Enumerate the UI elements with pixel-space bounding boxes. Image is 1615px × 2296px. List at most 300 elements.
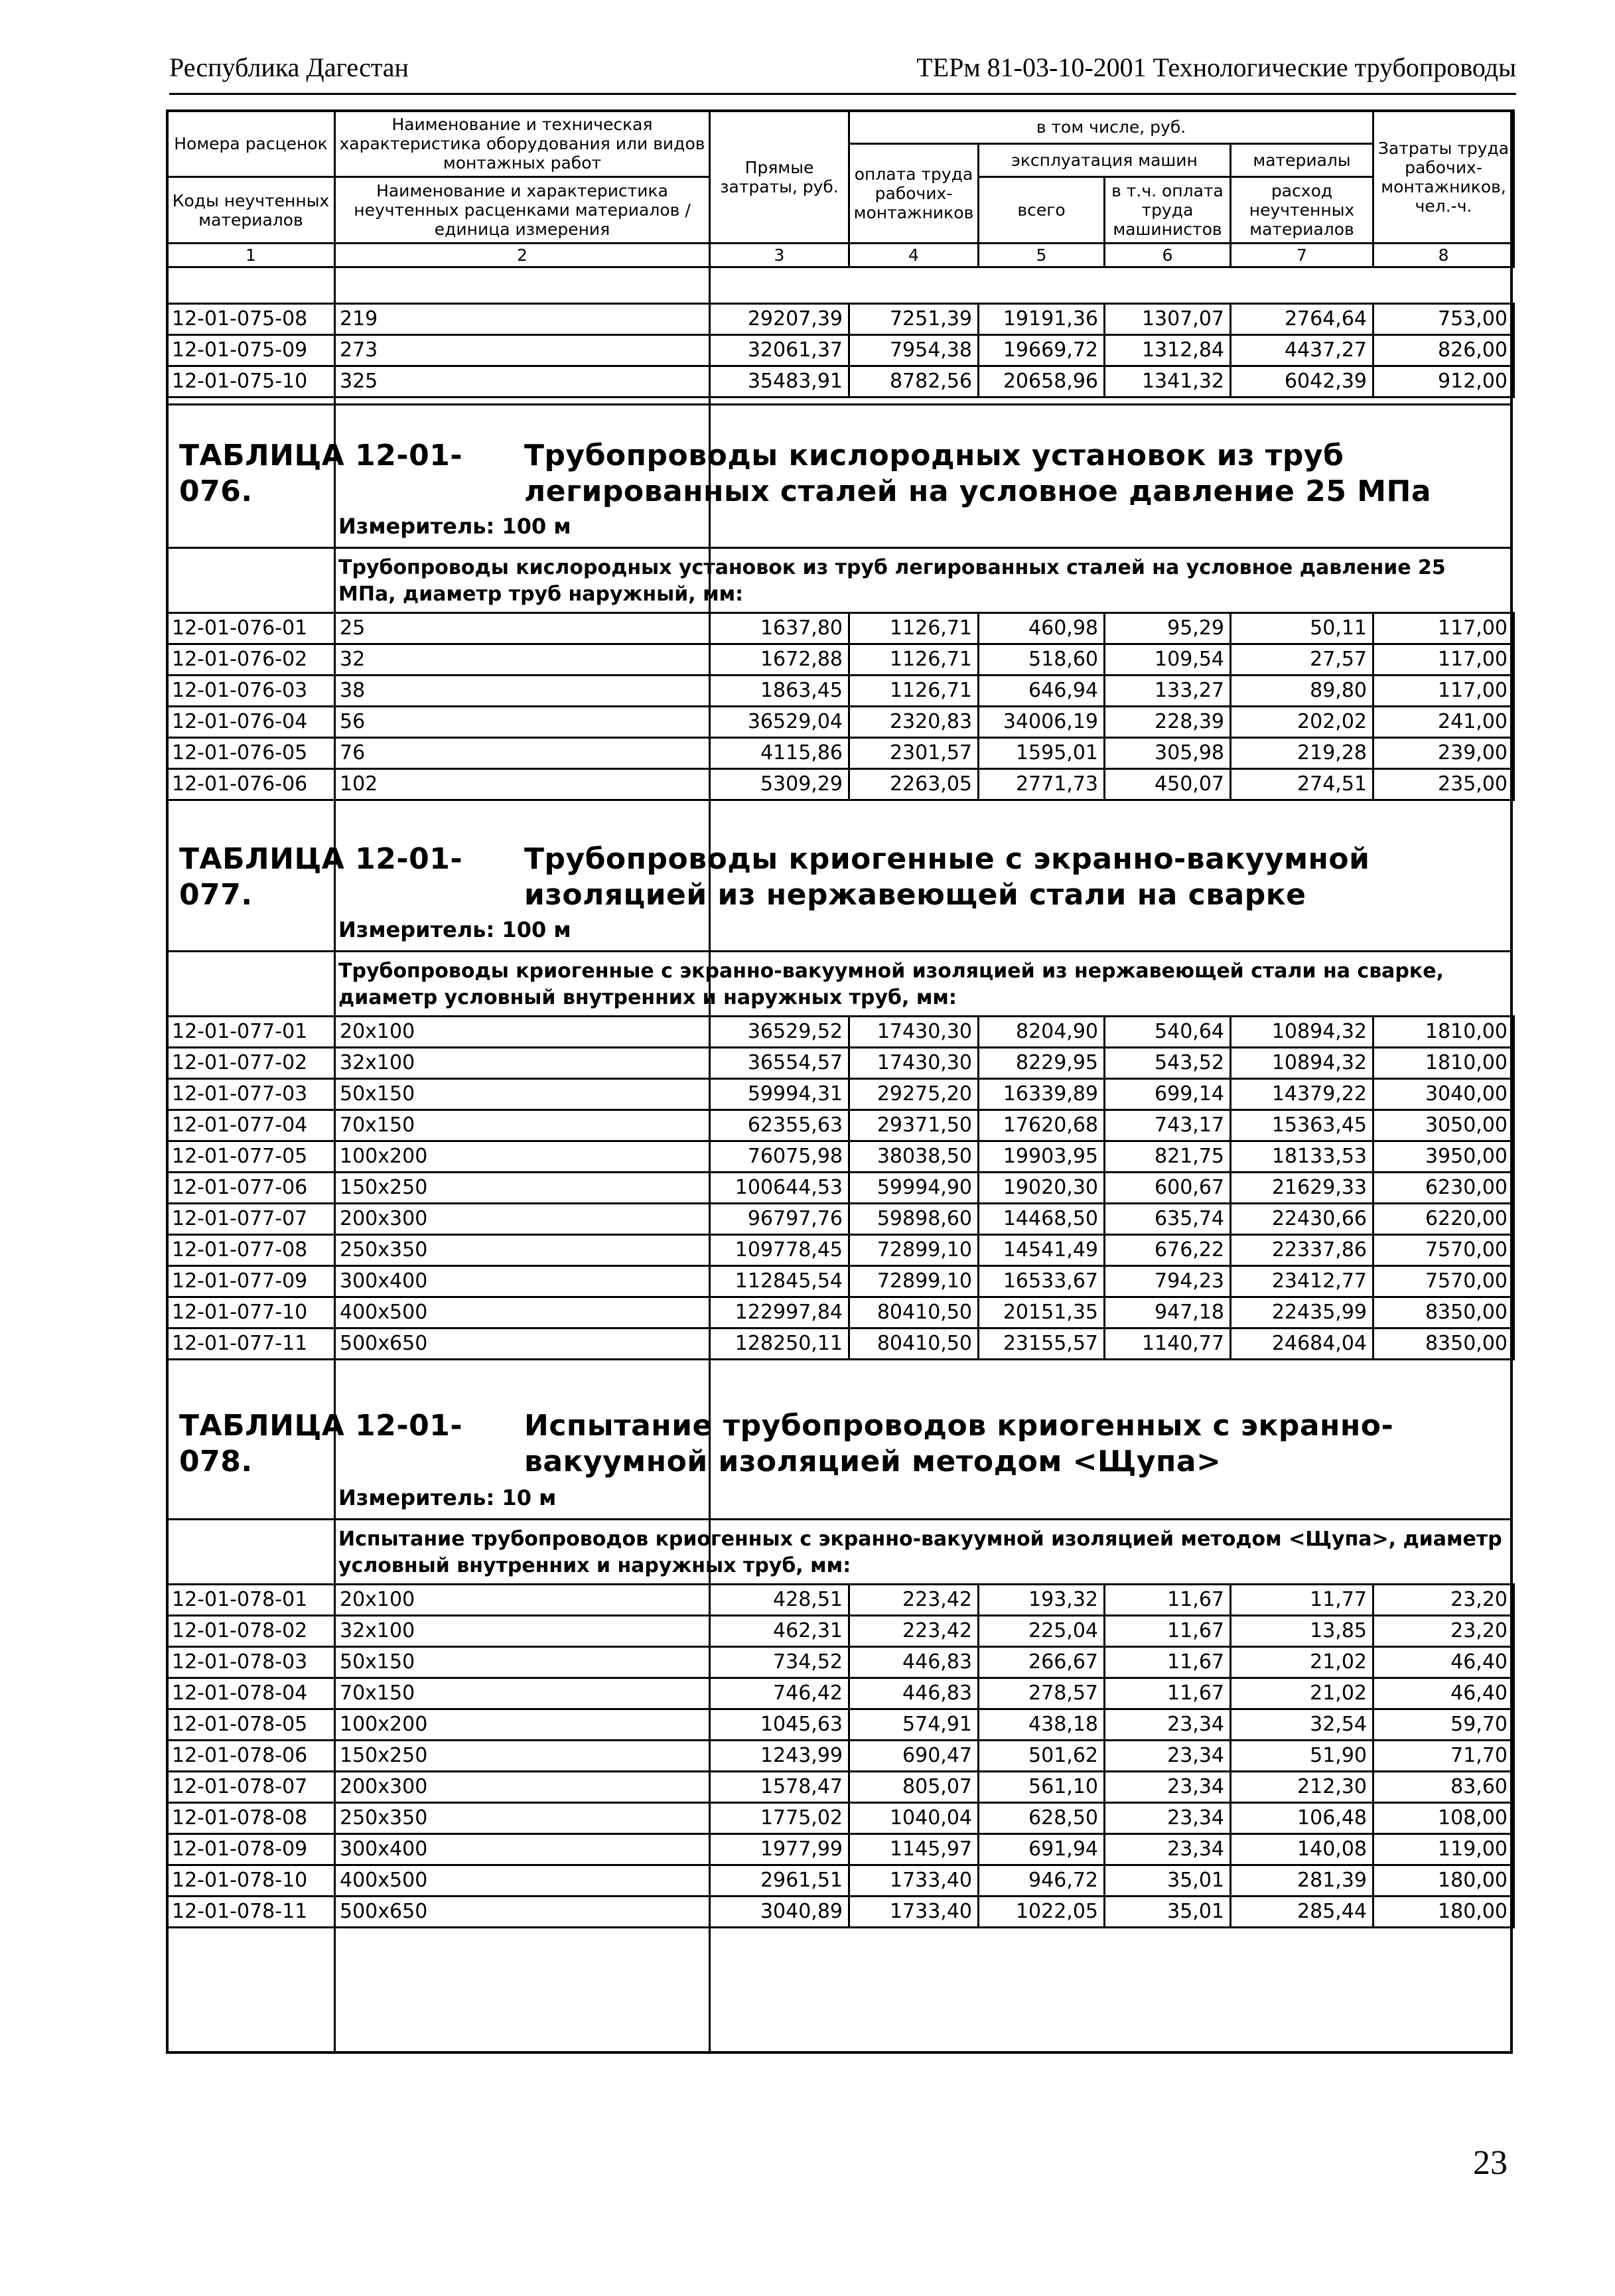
value-cell: 228,39 <box>1105 707 1231 738</box>
value-cell: 446,83 <box>849 1647 979 1678</box>
col-index-5: 5 <box>979 244 1105 267</box>
value-cell: 8350,00 <box>1373 1297 1514 1328</box>
value-cell: 2263,05 <box>849 769 979 800</box>
value-cell: 180,00 <box>1373 1897 1514 1928</box>
rate-code-cell: 12-01-076-06 <box>167 769 335 800</box>
value-cell: 35,01 <box>1105 1865 1231 1897</box>
diameter-cell: 325 <box>335 366 710 397</box>
value-cell: 6230,00 <box>1373 1173 1514 1204</box>
diameter-cell: 56 <box>335 707 710 738</box>
rate-code-cell: 12-01-077-06 <box>167 1173 335 1204</box>
table-row <box>167 1897 1514 1928</box>
section-rule <box>166 1518 1513 1520</box>
value-cell: 36554,57 <box>710 1048 849 1079</box>
value-cell: 3050,00 <box>1373 1110 1514 1141</box>
section-rule <box>166 950 1513 952</box>
diameter-cell: 100x200 <box>335 1141 710 1173</box>
value-cell: 100644,53 <box>710 1173 849 1204</box>
value-cell: 19669,72 <box>979 335 1105 366</box>
value-cell: 805,07 <box>849 1772 979 1803</box>
value-cell: 1733,40 <box>849 1897 979 1928</box>
value-cell: 7954,38 <box>849 335 979 366</box>
value-cell: 122997,84 <box>710 1297 849 1328</box>
value-cell: 13,85 <box>1231 1616 1373 1647</box>
section-rule <box>166 403 1513 405</box>
value-cell: 180,00 <box>1373 1865 1514 1897</box>
value-cell: 274,51 <box>1231 769 1373 800</box>
value-cell: 50,11 <box>1231 613 1373 644</box>
table-row <box>167 1079 1514 1110</box>
diameter-cell: 50x150 <box>335 1647 710 1678</box>
table-row <box>167 1772 1514 1803</box>
value-cell: 29207,39 <box>710 304 849 335</box>
value-cell: 4115,86 <box>710 738 849 769</box>
value-cell: 128250,11 <box>710 1328 849 1360</box>
value-cell: 428,51 <box>710 1585 849 1616</box>
value-cell: 72899,10 <box>849 1266 979 1297</box>
diameter-cell: 38 <box>335 676 710 707</box>
diameter-cell: 273 <box>335 335 710 366</box>
value-cell: 1341,32 <box>1105 366 1231 397</box>
value-cell: 676,22 <box>1105 1235 1231 1266</box>
value-cell: 561,10 <box>979 1772 1105 1803</box>
value-cell: 1145,97 <box>849 1834 979 1865</box>
rate-code-cell: 12-01-078-04 <box>167 1678 335 1709</box>
table-row <box>167 1266 1514 1297</box>
rate-code-cell: 12-01-077-10 <box>167 1297 335 1328</box>
value-cell: 5309,29 <box>710 769 849 800</box>
diameter-cell: 250x350 <box>335 1235 710 1266</box>
table-row <box>167 1328 1514 1360</box>
value-cell: 794,23 <box>1105 1266 1231 1297</box>
value-cell: 4437,27 <box>1231 335 1373 366</box>
value-cell: 7570,00 <box>1373 1266 1514 1297</box>
value-cell: 23,34 <box>1105 1803 1231 1834</box>
value-cell: 1595,01 <box>979 738 1105 769</box>
table-078-section: Испытание трубопроводов криогенных с экранно-вакуумной изоляцией методом <Щупа>, диаметр условный внутренних и наружных труб, мм: <box>338 1528 1502 1577</box>
value-cell: 753,00 <box>1373 304 1514 335</box>
value-cell: 1578,47 <box>710 1772 849 1803</box>
value-cell: 36529,04 <box>710 707 849 738</box>
value-cell: 89,80 <box>1231 676 1373 707</box>
rate-code-cell: 12-01-075-09 <box>167 335 335 366</box>
value-cell: 2961,51 <box>710 1865 849 1897</box>
value-cell: 35,01 <box>1105 1897 1231 1928</box>
value-cell: 278,57 <box>979 1678 1105 1709</box>
value-cell: 305,98 <box>1105 738 1231 769</box>
value-cell: 690,47 <box>849 1741 979 1772</box>
value-cell: 501,62 <box>979 1741 1105 1772</box>
diameter-cell: 150x250 <box>335 1173 710 1204</box>
hdr-work-name: Наименование и техническая характеристика оборудования или видов монтажных работ <box>335 111 710 177</box>
value-cell: 635,74 <box>1105 1204 1231 1235</box>
value-cell: 24684,04 <box>1231 1328 1373 1360</box>
value-cell: 32,54 <box>1231 1709 1373 1741</box>
value-cell: 23,34 <box>1105 1709 1231 1741</box>
value-cell: 46,40 <box>1373 1678 1514 1709</box>
diameter-cell: 70x150 <box>335 1678 710 1709</box>
value-cell: 109,54 <box>1105 644 1231 676</box>
rate-code-cell: 12-01-076-05 <box>167 738 335 769</box>
value-cell: 20151,35 <box>979 1297 1105 1328</box>
rate-code-cell: 12-01-077-05 <box>167 1141 335 1173</box>
table-row <box>167 1204 1514 1235</box>
table-row <box>167 1110 1514 1141</box>
rate-code-cell: 12-01-077-11 <box>167 1328 335 1360</box>
diameter-cell: 32x100 <box>335 1616 710 1647</box>
value-cell: 1243,99 <box>710 1741 849 1772</box>
rate-code-cell: 12-01-075-08 <box>167 304 335 335</box>
rate-code-cell: 12-01-077-01 <box>167 1017 335 1048</box>
table-078-label: ТАБЛИЦА 12-01-078. <box>179 1409 463 1478</box>
value-cell: 36529,52 <box>710 1017 849 1048</box>
table-row <box>167 707 1514 738</box>
rate-code-cell: 12-01-077-08 <box>167 1235 335 1266</box>
value-cell: 223,42 <box>849 1616 979 1647</box>
value-cell: 117,00 <box>1373 676 1514 707</box>
col-index-1: 1 <box>167 244 335 267</box>
value-cell: 22337,86 <box>1231 1235 1373 1266</box>
value-cell: 1863,45 <box>710 676 849 707</box>
value-cell: 1126,71 <box>849 613 979 644</box>
value-cell: 540,64 <box>1105 1017 1231 1048</box>
hdr-direct-costs: Прямые затраты, руб. <box>710 111 849 244</box>
diameter-cell: 150x250 <box>335 1741 710 1772</box>
table-row <box>167 1678 1514 1709</box>
value-cell: 17620,68 <box>979 1110 1105 1141</box>
value-cell: 96797,76 <box>710 1204 849 1235</box>
table-078-measure: Измеритель: 10 м <box>338 1485 557 1510</box>
value-cell: 2764,64 <box>1231 304 1373 335</box>
hdr-rates-number: Номера расценок <box>167 111 335 177</box>
diameter-cell: 50x150 <box>335 1079 710 1110</box>
value-cell: 23412,77 <box>1231 1266 1373 1297</box>
value-cell: 72899,10 <box>849 1235 979 1266</box>
value-cell: 1312,84 <box>1105 335 1231 366</box>
table-077-heading <box>179 841 1500 913</box>
col-index-4: 4 <box>849 244 979 267</box>
value-cell: 691,94 <box>979 1834 1105 1865</box>
diameter-cell: 100x200 <box>335 1709 710 1741</box>
value-cell: 225,04 <box>979 1616 1105 1647</box>
value-cell: 7570,00 <box>1373 1235 1514 1266</box>
diameter-cell: 102 <box>335 769 710 800</box>
rates-table-078 <box>166 1583 1515 1928</box>
table-076-section: Трубопроводы кислородных установок из труб легированных сталей на условное давление 25 МПа, диаметр труб наружный, мм: <box>338 556 1446 606</box>
value-cell: 133,27 <box>1105 676 1231 707</box>
value-cell: 27,57 <box>1231 644 1373 676</box>
value-cell: 1810,00 <box>1373 1048 1514 1079</box>
table-row <box>167 676 1514 707</box>
value-cell: 600,67 <box>1105 1173 1231 1204</box>
col-index-6: 6 <box>1105 244 1231 267</box>
value-cell: 23,34 <box>1105 1741 1231 1772</box>
value-cell: 16339,89 <box>979 1079 1105 1110</box>
table-row <box>167 1173 1514 1204</box>
value-cell: 11,77 <box>1231 1585 1373 1616</box>
hdr-material-consumption: расход неучтенных материалов <box>1231 177 1373 244</box>
value-cell: 11,67 <box>1105 1585 1231 1616</box>
rate-code-cell: 12-01-077-09 <box>167 1266 335 1297</box>
value-cell: 119,00 <box>1373 1834 1514 1865</box>
header-region: Республика Дагестан <box>169 52 409 82</box>
diameter-cell: 32 <box>335 644 710 676</box>
value-cell: 1045,63 <box>710 1709 849 1741</box>
value-cell: 646,94 <box>979 676 1105 707</box>
rate-code-cell: 12-01-076-04 <box>167 707 335 738</box>
diameter-cell: 25 <box>335 613 710 644</box>
rate-code-cell: 12-01-077-04 <box>167 1110 335 1141</box>
value-cell: 1810,00 <box>1373 1017 1514 1048</box>
table-row <box>167 738 1514 769</box>
value-cell: 446,83 <box>849 1678 979 1709</box>
value-cell: 518,60 <box>979 644 1105 676</box>
diameter-cell: 20x100 <box>335 1585 710 1616</box>
table-077-measure: Измеритель: 100 м <box>338 917 571 942</box>
value-cell: 1637,80 <box>710 613 849 644</box>
rate-code-cell: 12-01-078-03 <box>167 1647 335 1678</box>
value-cell: 59898,60 <box>849 1204 979 1235</box>
value-cell: 628,50 <box>979 1803 1105 1834</box>
rate-code-cell: 12-01-077-07 <box>167 1204 335 1235</box>
value-cell: 1126,71 <box>849 676 979 707</box>
table-077-label: ТАБЛИЦА 12-01-077. <box>179 842 463 912</box>
value-cell: 80410,50 <box>849 1297 979 1328</box>
rate-code-cell: 12-01-078-10 <box>167 1865 335 1897</box>
header-document-code: ТЕРм 81-03-10-2001 Технологические трубопроводы <box>916 52 1516 82</box>
col-index-7: 7 <box>1231 244 1373 267</box>
table-row <box>167 1709 1514 1741</box>
value-cell: 1126,71 <box>849 644 979 676</box>
value-cell: 241,00 <box>1373 707 1514 738</box>
value-cell: 59,70 <box>1373 1709 1514 1741</box>
value-cell: 460,98 <box>979 613 1105 644</box>
table-076-title: Трубопроводы кислородных установок из труб легированных сталей на условное давление 25 МПа <box>524 439 1432 508</box>
table-row <box>167 366 1514 397</box>
rate-code-cell: 12-01-077-02 <box>167 1048 335 1079</box>
diameter-cell: 300x400 <box>335 1266 710 1297</box>
value-cell: 2301,57 <box>849 738 979 769</box>
table-078-title: Испытание трубопроводов криогенных с экранно-вакуумной изоляцией методом <Щупа> <box>524 1409 1394 1478</box>
rate-code-cell: 12-01-078-01 <box>167 1585 335 1616</box>
value-cell: 8229,95 <box>979 1048 1105 1079</box>
value-cell: 202,02 <box>1231 707 1373 738</box>
value-cell: 21,02 <box>1231 1647 1373 1678</box>
hdr-labor-costs: Затраты труда рабочих-монтажников, чел.-ч. <box>1373 111 1514 244</box>
table-row <box>167 304 1514 335</box>
value-cell: 59994,31 <box>710 1079 849 1110</box>
rate-code-cell: 12-01-076-01 <box>167 613 335 644</box>
value-cell: 76075,98 <box>710 1141 849 1173</box>
value-cell: 699,14 <box>1105 1079 1231 1110</box>
value-cell: 117,00 <box>1373 613 1514 644</box>
header-rule <box>169 93 1516 95</box>
table-row <box>167 1141 1514 1173</box>
value-cell: 23,20 <box>1373 1585 1514 1616</box>
value-cell: 14468,50 <box>979 1204 1105 1235</box>
value-cell: 8204,90 <box>979 1017 1105 1048</box>
value-cell: 22430,66 <box>1231 1204 1373 1235</box>
value-cell: 80410,50 <box>849 1328 979 1360</box>
value-cell: 19903,95 <box>979 1141 1105 1173</box>
diameter-cell: 200x300 <box>335 1204 710 1235</box>
value-cell: 438,18 <box>979 1709 1105 1741</box>
value-cell: 46,40 <box>1373 1647 1514 1678</box>
diameter-cell: 76 <box>335 738 710 769</box>
diameter-cell: 250x350 <box>335 1803 710 1834</box>
value-cell: 450,07 <box>1105 769 1231 800</box>
value-cell: 35483,91 <box>710 366 849 397</box>
diameter-cell: 32x100 <box>335 1048 710 1079</box>
diameter-cell: 400x500 <box>335 1297 710 1328</box>
rate-code-cell: 12-01-077-03 <box>167 1079 335 1110</box>
hdr-materials: материалы <box>1231 144 1373 177</box>
value-cell: 266,67 <box>979 1647 1105 1678</box>
value-cell: 117,00 <box>1373 644 1514 676</box>
hdr-worker-pay: оплата труда рабочих-монтажников <box>849 144 979 244</box>
value-cell: 14541,49 <box>979 1235 1105 1266</box>
diameter-cell: 500x650 <box>335 1897 710 1928</box>
table-077-section: Трубопроводы криогенные с экранно-вакуумной изоляцией из нержавеющей стали на сварке, диаметр условный внутренних и наружных труб, мм: <box>338 960 1444 1009</box>
table-row <box>167 1297 1514 1328</box>
col-index-2: 2 <box>335 244 710 267</box>
rate-code-cell: 12-01-078-02 <box>167 1616 335 1647</box>
hdr-machinist-pay: в т.ч. оплата труда машинистов <box>1105 177 1231 244</box>
value-cell: 2320,83 <box>849 707 979 738</box>
value-cell: 18133,53 <box>1231 1141 1373 1173</box>
rate-code-cell: 12-01-078-09 <box>167 1834 335 1865</box>
value-cell: 734,52 <box>710 1647 849 1678</box>
hdr-machines-total: всего <box>979 177 1105 244</box>
value-cell: 112845,54 <box>710 1266 849 1297</box>
rate-code-cell: 12-01-078-11 <box>167 1897 335 1928</box>
value-cell: 11,67 <box>1105 1647 1231 1678</box>
value-cell: 462,31 <box>710 1616 849 1647</box>
value-cell: 109778,45 <box>710 1235 849 1266</box>
value-cell: 223,42 <box>849 1585 979 1616</box>
value-cell: 574,91 <box>849 1709 979 1741</box>
value-cell: 15363,45 <box>1231 1110 1373 1141</box>
diameter-cell: 400x500 <box>335 1865 710 1897</box>
value-cell: 239,00 <box>1373 738 1514 769</box>
section-rule <box>166 547 1513 549</box>
value-cell: 8782,56 <box>849 366 979 397</box>
value-cell: 29371,50 <box>849 1110 979 1141</box>
value-cell: 17430,30 <box>849 1017 979 1048</box>
value-cell: 23,34 <box>1105 1834 1231 1865</box>
value-cell: 1140,77 <box>1105 1328 1231 1360</box>
value-cell: 21629,33 <box>1231 1173 1373 1204</box>
column-header-table <box>166 109 1515 268</box>
table-row <box>167 613 1514 644</box>
value-cell: 51,90 <box>1231 1741 1373 1772</box>
page-header <box>169 52 1516 86</box>
value-cell: 21,02 <box>1231 1678 1373 1709</box>
diameter-cell: 200x300 <box>335 1772 710 1803</box>
value-cell: 1307,07 <box>1105 304 1231 335</box>
value-cell: 22435,99 <box>1231 1297 1373 1328</box>
value-cell: 16533,67 <box>979 1266 1105 1297</box>
table-row <box>167 1616 1514 1647</box>
value-cell: 3040,00 <box>1373 1079 1514 1110</box>
table-row <box>167 769 1514 800</box>
value-cell: 8350,00 <box>1373 1328 1514 1360</box>
value-cell: 912,00 <box>1373 366 1514 397</box>
diameter-cell: 70x150 <box>335 1110 710 1141</box>
value-cell: 62355,63 <box>710 1110 849 1141</box>
rates-table-075 <box>166 303 1515 398</box>
value-cell: 38038,50 <box>849 1141 979 1173</box>
rates-table-076 <box>166 612 1515 801</box>
diameter-cell: 20x100 <box>335 1017 710 1048</box>
table-076-measure: Измеритель: 100 м <box>338 514 571 539</box>
value-cell: 743,17 <box>1105 1110 1231 1141</box>
value-cell: 95,29 <box>1105 613 1231 644</box>
value-cell: 83,60 <box>1373 1772 1514 1803</box>
table-row <box>167 335 1514 366</box>
page-number: 23 <box>1473 2144 1508 2182</box>
value-cell: 821,75 <box>1105 1141 1231 1173</box>
value-cell: 32061,37 <box>710 335 849 366</box>
col-index-3: 3 <box>710 244 849 267</box>
rate-code-cell: 12-01-075-10 <box>167 366 335 397</box>
table-row <box>167 1741 1514 1772</box>
rates-table-077 <box>166 1015 1515 1360</box>
value-cell: 19020,30 <box>979 1173 1105 1204</box>
table-row <box>167 1865 1514 1897</box>
hdr-machines: эксплуатация машин <box>979 144 1231 177</box>
value-cell: 1733,40 <box>849 1865 979 1897</box>
value-cell: 108,00 <box>1373 1803 1514 1834</box>
value-cell: 11,67 <box>1105 1616 1231 1647</box>
value-cell: 826,00 <box>1373 335 1514 366</box>
value-cell: 1672,88 <box>710 644 849 676</box>
rate-code-cell: 12-01-076-03 <box>167 676 335 707</box>
value-cell: 1977,99 <box>710 1834 849 1865</box>
table-076-label: ТАБЛИЦА 12-01-076. <box>179 439 463 508</box>
value-cell: 19191,36 <box>979 304 1105 335</box>
value-cell: 7251,39 <box>849 304 979 335</box>
hdr-including: в том числе, руб. <box>849 111 1373 144</box>
value-cell: 10894,32 <box>1231 1048 1373 1079</box>
value-cell: 3950,00 <box>1373 1141 1514 1173</box>
value-cell: 235,00 <box>1373 769 1514 800</box>
value-cell: 140,08 <box>1231 1834 1373 1865</box>
value-cell: 6042,39 <box>1231 366 1373 397</box>
table-076-heading <box>179 438 1500 510</box>
rate-code-cell: 12-01-078-07 <box>167 1772 335 1803</box>
table-row <box>167 1803 1514 1834</box>
table-row <box>167 1017 1514 1048</box>
value-cell: 17430,30 <box>849 1048 979 1079</box>
value-cell: 543,52 <box>1105 1048 1231 1079</box>
value-cell: 1022,05 <box>979 1897 1105 1928</box>
value-cell: 59994,90 <box>849 1173 979 1204</box>
value-cell: 29275,20 <box>849 1079 979 1110</box>
table-row <box>167 644 1514 676</box>
col-index-8: 8 <box>1373 244 1514 267</box>
value-cell: 946,72 <box>979 1865 1105 1897</box>
value-cell: 1775,02 <box>710 1803 849 1834</box>
diameter-cell: 300x400 <box>335 1834 710 1865</box>
hdr-material-codes: Коды неучтенных материалов <box>167 177 335 244</box>
rate-code-cell: 12-01-078-06 <box>167 1741 335 1772</box>
value-cell: 285,44 <box>1231 1897 1373 1928</box>
value-cell: 281,39 <box>1231 1865 1373 1897</box>
diameter-cell: 219 <box>335 304 710 335</box>
value-cell: 14379,22 <box>1231 1079 1373 1110</box>
table-row <box>167 1585 1514 1616</box>
